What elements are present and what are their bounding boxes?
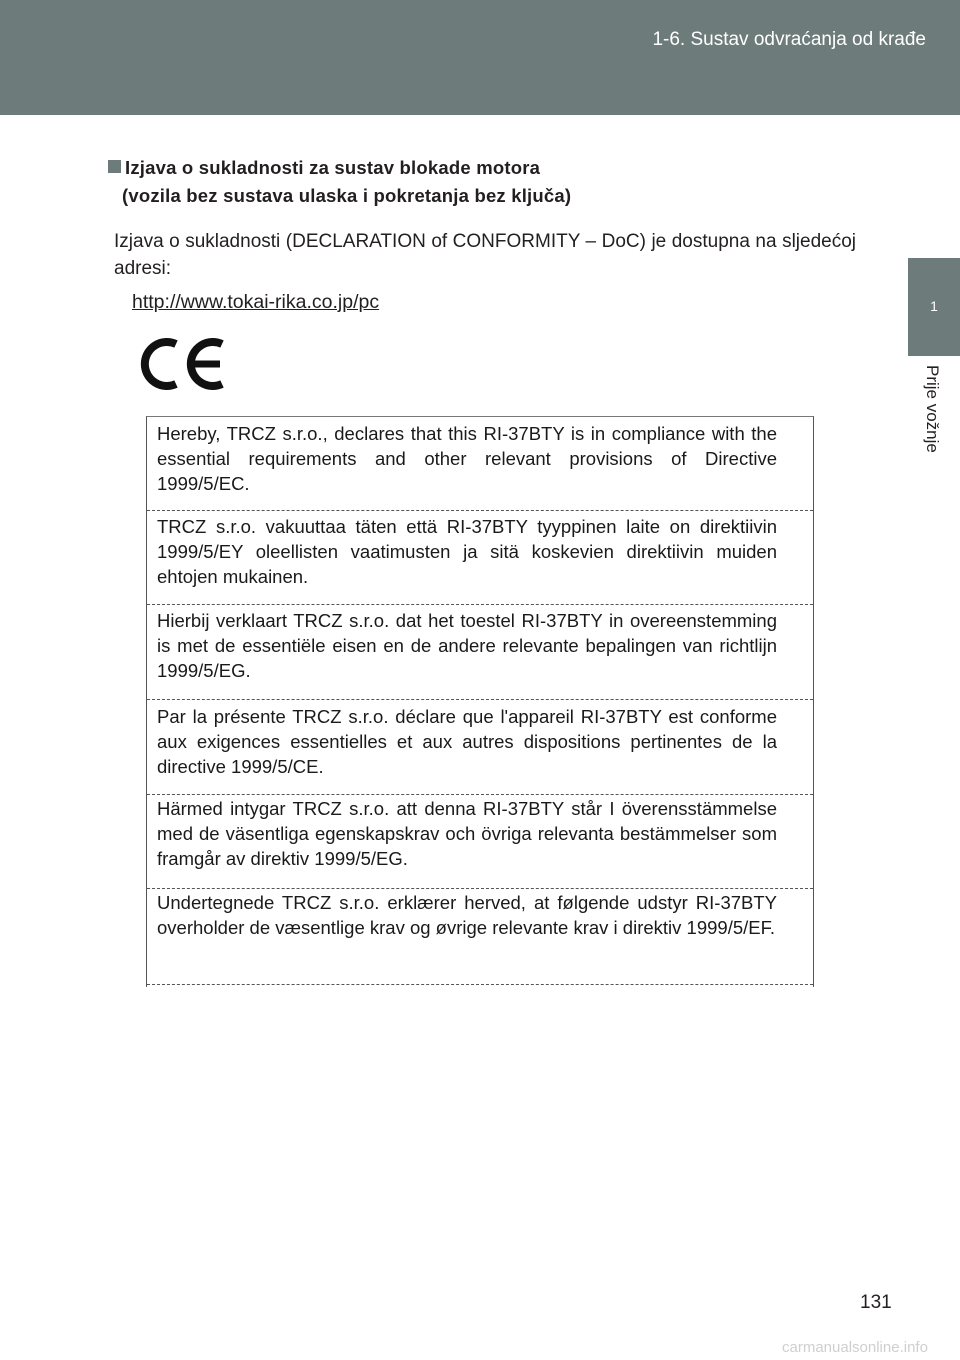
separator <box>147 699 813 700</box>
separator <box>147 984 813 985</box>
declaration-en: Hereby, TRCZ s.r.o., declares that this RI-37BTY is in compliance with the essential requirements and other relevant provisions of Directive 1999/5/EC. <box>157 423 777 494</box>
doc-url-link[interactable]: http://www.tokai-rika.co.jp/pc <box>132 291 380 313</box>
separator <box>147 888 813 889</box>
chapter-number: 1 <box>930 298 938 314</box>
declaration-fr: Par la présente TRCZ s.r.o. déclare que l'appareil RI-37BTY est conforme aux exigences essentielles et aux autres dispositions pertinentes de la directive 1999/5/CE. <box>157 706 777 777</box>
separator <box>147 604 813 605</box>
section-title: 1-6. Sustav odvraćanja od krađe <box>652 29 926 50</box>
declaration-table <box>146 416 814 987</box>
declaration-sv: Härmed intygar TRCZ s.r.o. att denna RI-37BTY står I överensstämmelse med de väsentliga egenskapskrav och övriga relevanta bestämmelser som framgår av direktiv 1999/5/EG. <box>157 798 777 869</box>
separator <box>147 510 813 511</box>
chapter-tab[interactable] <box>908 258 960 356</box>
watermark: carmanualsonline.info <box>782 1339 928 1356</box>
square-bullet-icon <box>108 160 121 173</box>
heading-line-1: Izjava o sukladnosti za sustav blokade motora <box>125 157 541 178</box>
declaration-nl: Hierbij verklaart TRCZ s.r.o. dat het toestel RI-37BTY in overeenstemming is met de essentiële eisen en de andere relevante bepalingen van richtlijn 1999/5/EG. <box>157 610 777 681</box>
separator <box>147 794 813 795</box>
ce-mark-logo <box>136 334 228 394</box>
declaration-fi: TRCZ s.r.o. vakuuttaa täten että RI-37BTY tyyppinen laite on direktiivin 1999/5/EY oleellisten vaatimusten ja sitä koskevien direktiivin muiden ehtojen mukainen. <box>157 516 777 587</box>
declaration-da: Undertegnede TRCZ s.r.o. erklærer herved, at følgende udstyr RI-37BTY overholder de væsentlige krav og øvrige relevante krav i direktiv 1999/5/EF. <box>157 892 777 938</box>
heading-line-2: (vozila bez sustava ulaska i pokretanja bez ključa) <box>122 185 572 206</box>
section-heading <box>108 154 571 210</box>
page-number: 131 <box>860 1292 892 1313</box>
doc-availability-text: Izjava o sukladnosti (DECLARATION of CONFORMITY – DoC) je dostupna na sljedećoj adresi: <box>114 231 856 279</box>
chapter-label: Prije vožnje <box>923 365 942 453</box>
header-bar <box>0 0 960 115</box>
